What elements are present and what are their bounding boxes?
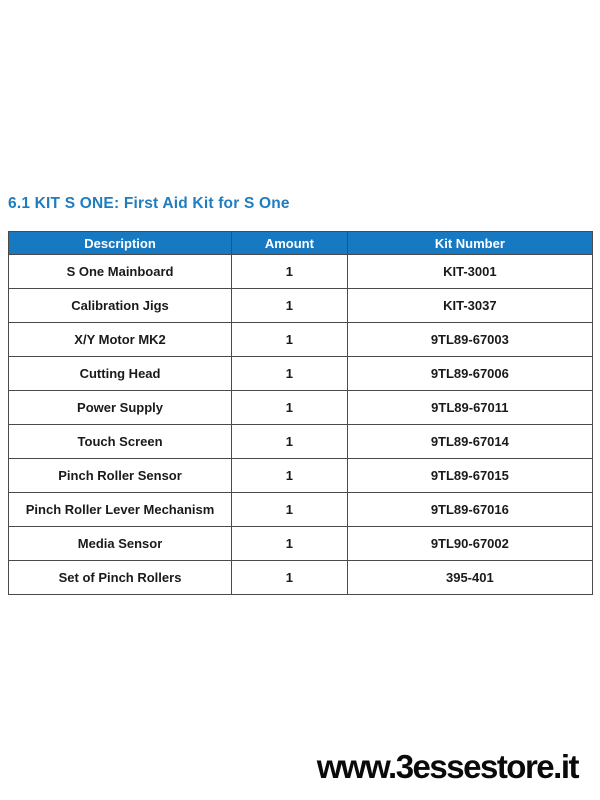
table-row [9, 357, 593, 391]
kit-number-cell: 9TL89-67014 [347, 425, 592, 459]
amount-cell: 1 [232, 391, 348, 425]
column-header-description: Description [9, 232, 232, 255]
table-row [9, 391, 593, 425]
description-cell: Pinch Roller Lever Mechanism [9, 493, 232, 527]
description-cell: Media Sensor [9, 527, 232, 561]
amount-cell: 1 [232, 255, 348, 289]
column-header-kit-number: Kit Number [347, 232, 592, 255]
table-row [9, 527, 593, 561]
description-cell: Set of Pinch Rollers [9, 561, 232, 595]
kit-number-cell: 9TL89-67015 [347, 459, 592, 493]
kit-number-cell: 9TL89-67011 [347, 391, 592, 425]
kit-number-cell: KIT-3037 [347, 289, 592, 323]
description-cell: Power Supply [9, 391, 232, 425]
description-cell: S One Mainboard [9, 255, 232, 289]
description-cell: X/Y Motor MK2 [9, 323, 232, 357]
column-header-amount: Amount [232, 232, 348, 255]
table-row [9, 561, 593, 595]
kit-number-cell: 395-401 [347, 561, 592, 595]
table-row [9, 425, 593, 459]
page-title: 6.1 KIT S ONE: First Aid Kit for S One [8, 195, 290, 212]
watermark-text: www.3essestore.it [316, 748, 578, 785]
kit-number-cell: 9TL89-67016 [347, 493, 592, 527]
amount-cell: 1 [232, 289, 348, 323]
amount-cell: 1 [232, 425, 348, 459]
table-row [9, 255, 593, 289]
table-row [9, 459, 593, 493]
description-cell: Pinch Roller Sensor [9, 459, 232, 493]
table-row [9, 493, 593, 527]
amount-cell: 1 [232, 357, 348, 391]
parts-table [8, 231, 593, 595]
description-cell: Cutting Head [9, 357, 232, 391]
amount-cell: 1 [232, 527, 348, 561]
description-cell: Calibration Jigs [9, 289, 232, 323]
kit-number-cell: 9TL89-67006 [347, 357, 592, 391]
table-body [9, 255, 593, 595]
table-row [9, 323, 593, 357]
table-row [9, 289, 593, 323]
description-cell: Touch Screen [9, 425, 232, 459]
amount-cell: 1 [232, 561, 348, 595]
kit-number-cell: 9TL89-67003 [347, 323, 592, 357]
kit-number-cell: KIT-3001 [347, 255, 592, 289]
table-header-row [9, 232, 593, 255]
amount-cell: 1 [232, 323, 348, 357]
kit-number-cell: 9TL90-67002 [347, 527, 592, 561]
amount-cell: 1 [232, 493, 348, 527]
amount-cell: 1 [232, 459, 348, 493]
